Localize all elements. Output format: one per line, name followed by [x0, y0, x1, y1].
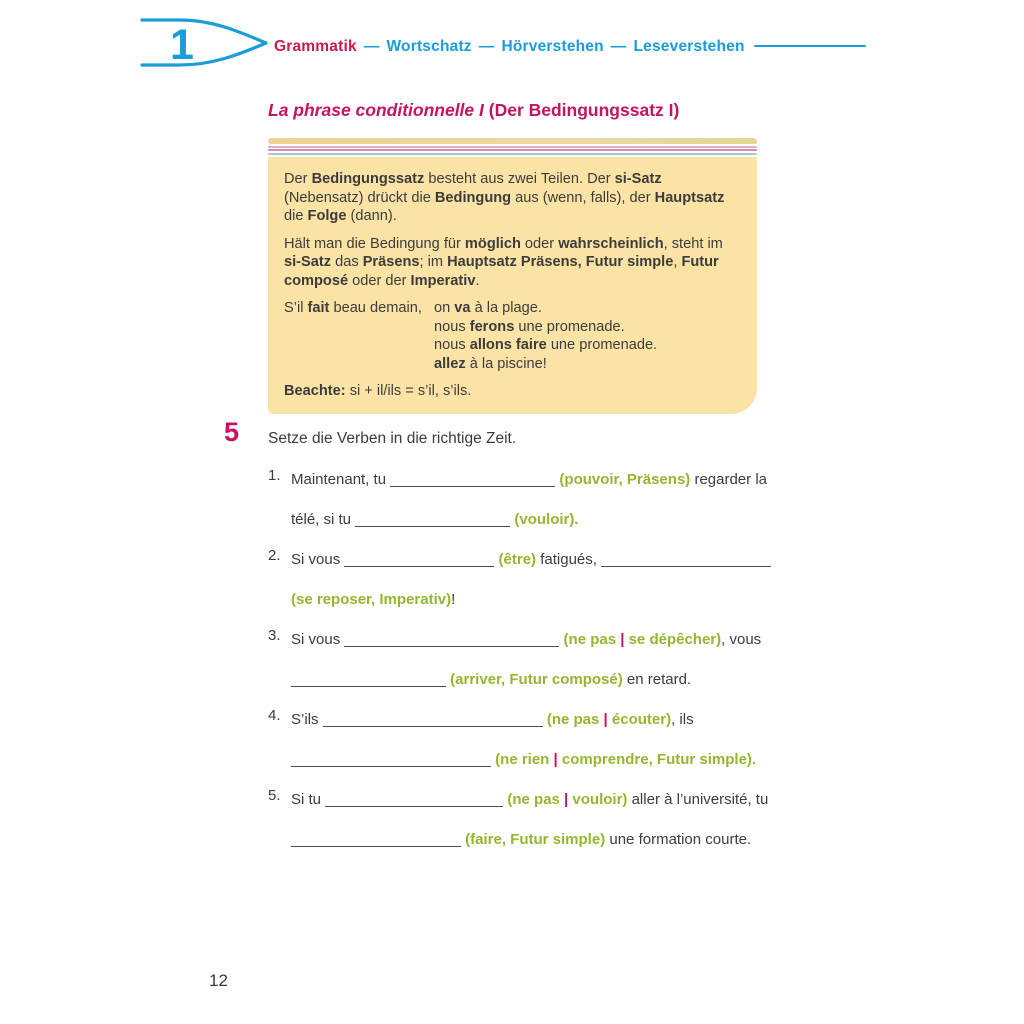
text-segment: une formation courte. [605, 831, 752, 848]
section-title-french: La phrase conditionnelle I [268, 100, 484, 120]
text-segment: si + il/ils = s’il, s’ils. [345, 383, 472, 399]
answer-blank[interactable] [355, 512, 510, 527]
bold-text: Präsens [362, 254, 420, 270]
exercise-number: 5 [224, 417, 240, 447]
text-segment: S’il [284, 300, 308, 316]
text-segment: , vous [721, 631, 762, 648]
text-segment: besteht aus zwei Teilen. Der [424, 171, 615, 187]
example-results [434, 299, 657, 373]
exercise-item [268, 707, 778, 772]
nav-separator: — [478, 38, 495, 55]
answer-blank[interactable] [291, 832, 461, 847]
ribbon-stripe-blue [268, 153, 757, 155]
text-segment: à la piscine! [465, 355, 547, 372]
exercise-item [268, 467, 778, 532]
text-segment: (dann). [346, 208, 397, 224]
ribbon-stripe-yellow [268, 138, 757, 144]
item-line [291, 627, 778, 652]
text-segment: (Nebensatz) drückt die [284, 189, 435, 206]
bold-text: Bedingung [434, 189, 512, 206]
item-number: 3. [268, 627, 281, 644]
section-title-german: (Der Bedingungssatz I) [488, 100, 680, 120]
bold-text: si-Satz [284, 254, 332, 270]
bold-text: möglich [464, 235, 521, 252]
text-segment: oder [520, 235, 559, 252]
ribbon-stripe-pink [268, 146, 757, 148]
answer-blank[interactable] [291, 672, 446, 687]
bold-text: allez [434, 355, 466, 372]
nav-item-grammatik: Grammatik [274, 38, 357, 55]
info-paragraph-1 [284, 170, 739, 226]
item-line [291, 547, 778, 572]
item-line [291, 507, 778, 532]
chapter-bracket-icon [140, 12, 270, 74]
exercise-item-list [268, 467, 778, 867]
header-rule [754, 45, 866, 47]
verb-hint: (se reposer, Imperativ) [291, 591, 452, 608]
text-segment: à la plage. [470, 300, 542, 316]
bold-text: wahrscheinlich [558, 235, 664, 252]
bold-text: Imperativ [410, 272, 476, 289]
text-segment: nous [434, 337, 470, 353]
page-number: 12 [209, 971, 228, 990]
verb-hint: vouloir) [568, 791, 628, 808]
info-paragraph-2 [284, 235, 739, 291]
bold-text: Folge [307, 208, 347, 224]
item-line [291, 787, 778, 812]
text-segment: Si vous [291, 631, 345, 648]
verb-hint: (pouvoir, Präsens) [559, 471, 691, 488]
nav-item-wortschatz: Wortschatz [386, 38, 472, 55]
exercise-item [268, 627, 778, 692]
verb-hint: (vouloir). [514, 511, 579, 528]
exercise-instruction: Setze die Verben in die richtige Zeit. [268, 430, 517, 447]
verb-hint: (être) [498, 551, 537, 568]
grammar-info-box [268, 157, 757, 414]
bold-text: allons faire [469, 337, 547, 353]
ribbon-decoration [268, 138, 757, 157]
text-segment: Der [284, 171, 312, 187]
verb-hint: écouter) [607, 711, 672, 728]
verb-hint: se dépêcher) [624, 631, 722, 648]
bold-text: fait [307, 300, 330, 316]
item-number: 4. [268, 707, 281, 724]
text-segment: S’ils [291, 711, 323, 728]
text-segment: das [331, 254, 363, 270]
text-segment: Maintenant, tu [291, 471, 391, 488]
item-line [291, 467, 778, 492]
text-segment: oder der [348, 272, 411, 289]
verb-hint: (faire, Futur simple) [465, 831, 606, 848]
text-segment: Si vous [291, 551, 345, 568]
answer-blank[interactable] [323, 712, 543, 727]
example-result-line [434, 299, 657, 318]
bold-text: Beachte: [284, 383, 346, 399]
example-condition [284, 299, 434, 373]
bold-text: ferons [469, 318, 515, 335]
nav-separator: — [610, 38, 627, 55]
verb-hint: (ne pas [546, 711, 604, 728]
info-note [284, 382, 739, 401]
bold-text: Hauptsatz Präsens, Futur simple [447, 254, 674, 270]
bold-text: va [454, 300, 471, 316]
item-line [291, 587, 778, 612]
item-line [291, 667, 778, 692]
text-segment: une promenade. [514, 318, 625, 335]
section-title [268, 100, 679, 121]
text-segment: une promenade. [546, 337, 658, 353]
section-nav [274, 38, 866, 56]
text-segment: en retard. [622, 671, 692, 688]
text-segment: aller à l’université, tu [627, 791, 769, 808]
verb-hint: (arriver, Futur composé) [450, 671, 623, 688]
item-number: 2. [268, 547, 281, 564]
text-segment: , [673, 254, 682, 270]
text-segment: , steht im [663, 235, 723, 252]
text-segment: télé, si tu [291, 511, 356, 528]
nav-separator: — [363, 38, 380, 55]
text-segment: Si tu [291, 791, 326, 808]
verb-hint: (ne rien [495, 751, 554, 768]
answer-blank[interactable] [390, 472, 555, 487]
text-segment: aus (wenn, falls), der [511, 189, 655, 206]
chapter-marker [140, 12, 270, 74]
item-number: 1. [268, 467, 281, 484]
text-segment: beau demain, [329, 300, 422, 316]
example-block [284, 299, 739, 373]
text-segment: nous [434, 318, 470, 335]
bold-text: Futur composé [284, 254, 719, 289]
separator-pipe: | [553, 751, 558, 768]
text-segment: ! [451, 591, 456, 608]
item-line [291, 707, 778, 732]
example-result-line [434, 355, 657, 374]
example-result-line [434, 318, 657, 337]
answer-blank[interactable] [325, 792, 503, 807]
chapter-number: 1 [170, 21, 194, 69]
bold-text: si-Satz [614, 171, 662, 187]
text-segment: die [284, 208, 308, 224]
text-segment: fatigués, [536, 551, 602, 568]
item-line [291, 747, 778, 772]
text-segment: on [434, 300, 455, 316]
answer-blank[interactable] [344, 632, 559, 647]
text-segment: regarder la [690, 471, 767, 488]
nav-item-hoerverstehen: Hörverstehen [501, 38, 604, 55]
separator-pipe: | [564, 791, 569, 808]
text-segment: . [475, 272, 480, 289]
answer-blank[interactable] [344, 552, 494, 567]
item-line [291, 827, 778, 852]
bold-text: Bedingungssatz [311, 171, 425, 187]
item-number: 5. [268, 787, 281, 804]
verb-hint: comprendre, Futur simple). [557, 751, 757, 768]
text-segment: Hält man die Bedingung für [284, 235, 465, 252]
answer-blank[interactable] [291, 752, 491, 767]
exercise-item [268, 787, 778, 852]
nav-item-leseverstehen: Leseverstehen [633, 38, 745, 55]
text-segment: , ils [671, 711, 694, 728]
separator-pipe: | [620, 631, 625, 648]
text-segment: ; im [419, 254, 448, 270]
example-result-line [434, 336, 657, 355]
ribbon-stripe-magenta [268, 149, 757, 151]
verb-hint: (ne pas [563, 631, 621, 648]
bold-text: Hauptsatz [654, 189, 725, 206]
exercise-item [268, 547, 778, 612]
answer-blank[interactable] [601, 552, 771, 567]
verb-hint: (ne pas [507, 791, 565, 808]
separator-pipe: | [603, 711, 608, 728]
